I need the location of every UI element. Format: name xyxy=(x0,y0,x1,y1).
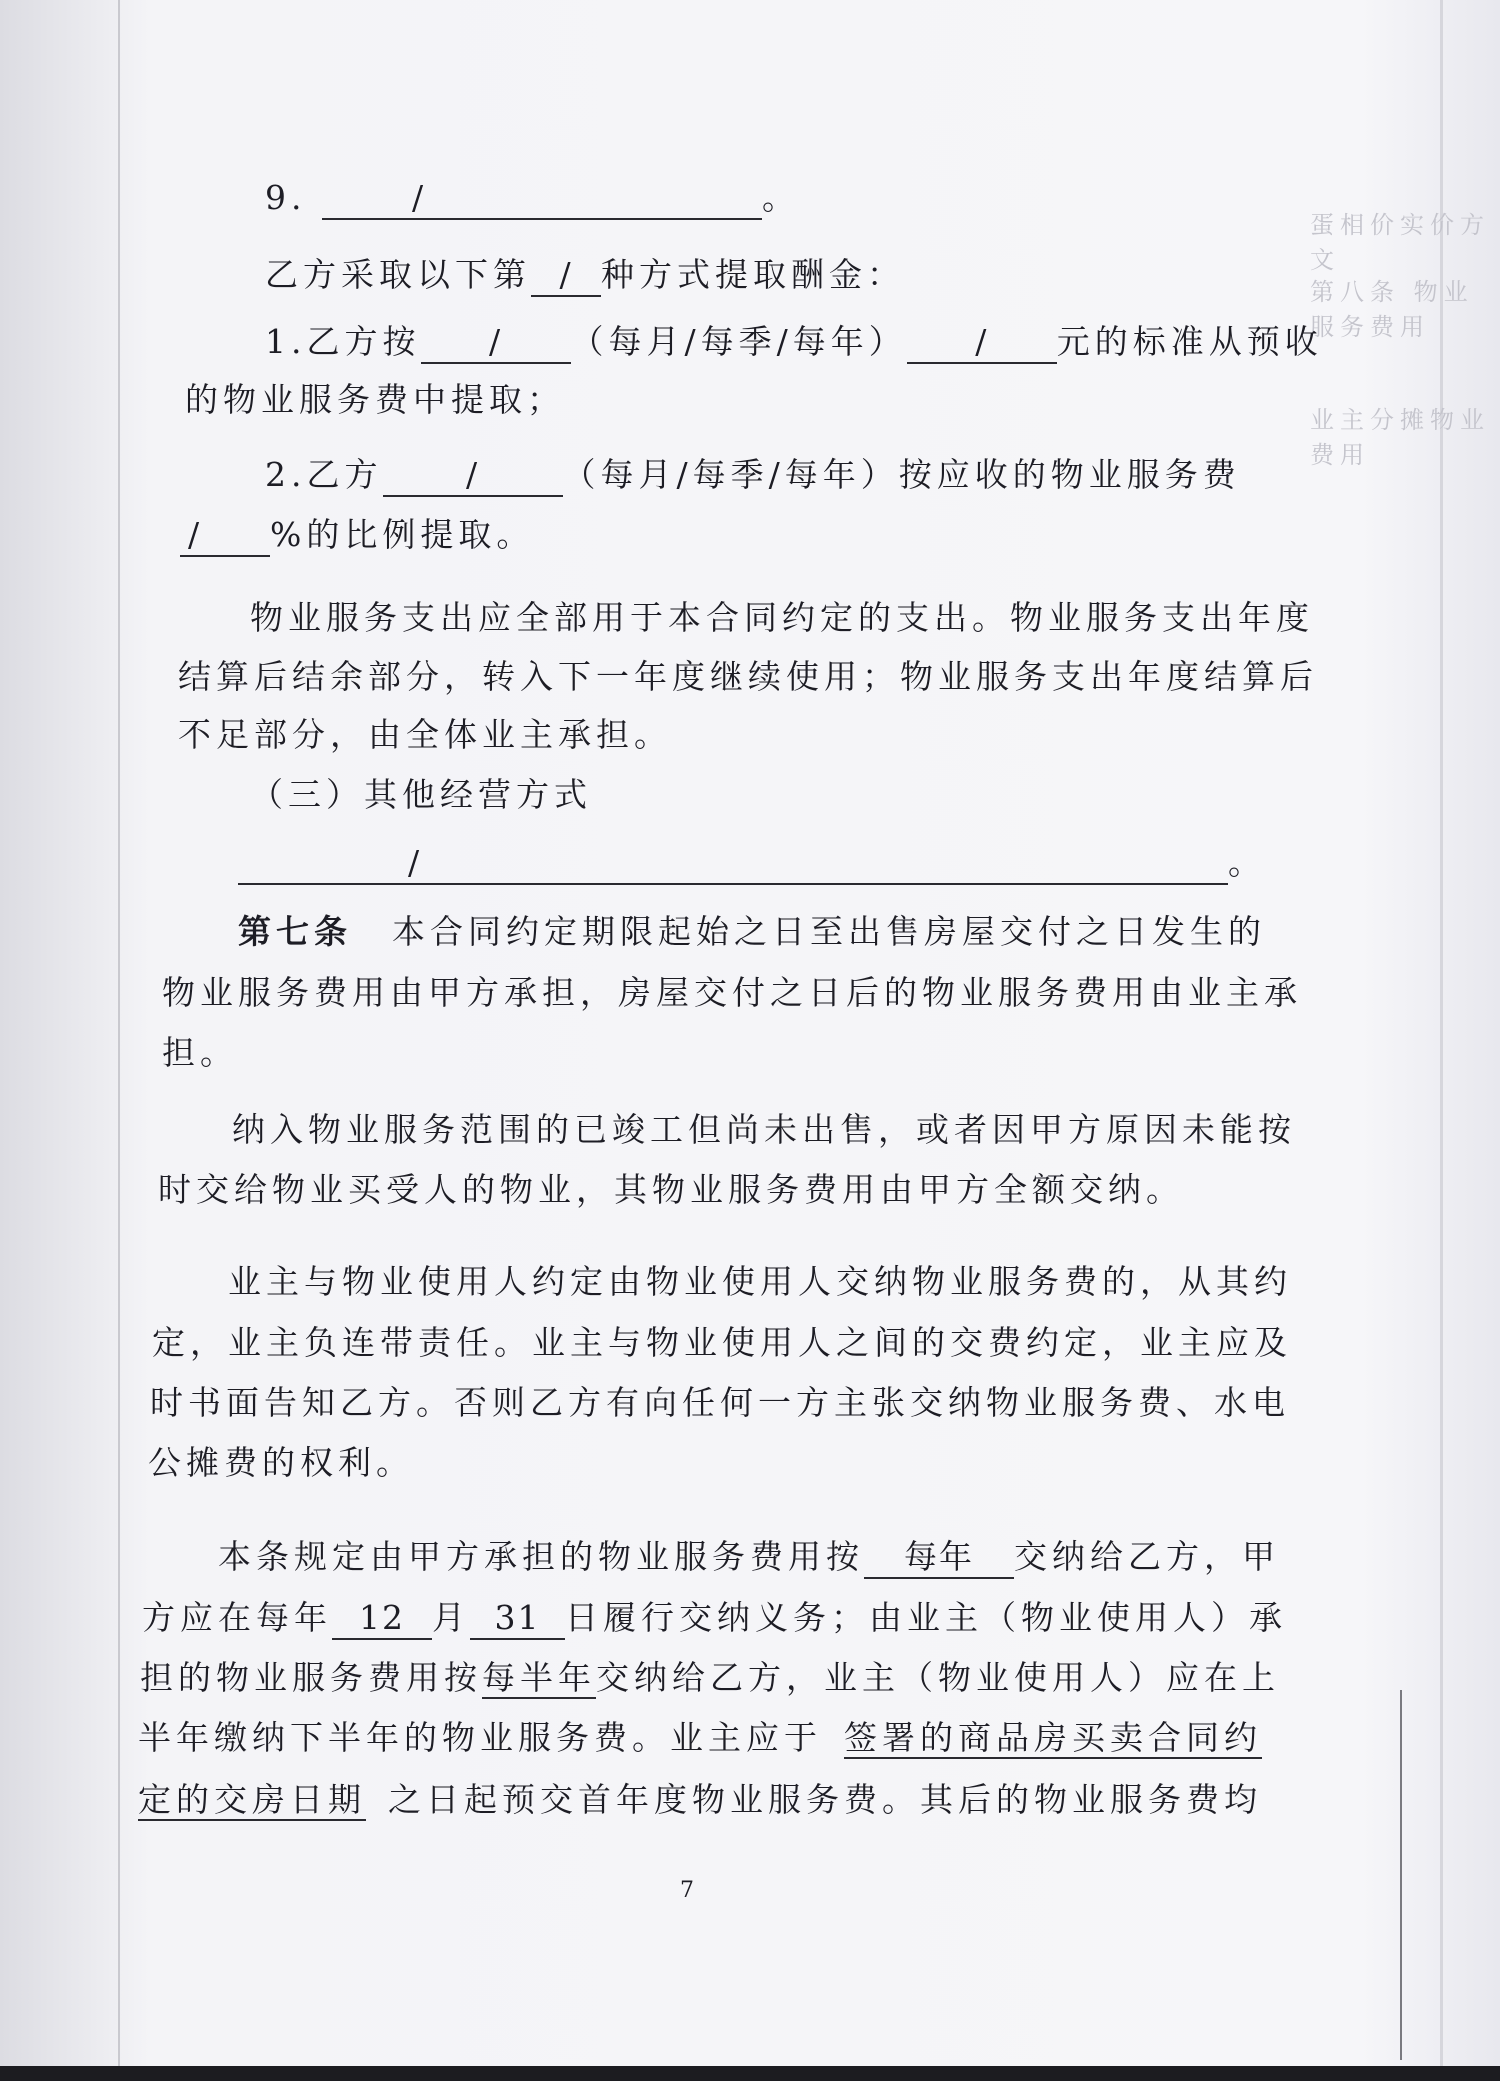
owner-payment-frequency: 每半年 xyxy=(482,1658,596,1697)
article-7-p3-line-3: 时书面告知乙方。否则乙方有向任何一方主张交纳物业服务费、水电 xyxy=(150,1383,1290,1422)
article-7-line-1: 第七条 本合同约定期限起始之日至出售房屋交付之日发生的 xyxy=(238,912,1266,951)
expense-line-1: 物业服务支出应全部用于本合同约定的支出。物业服务支出年度 xyxy=(250,598,1314,637)
commission-intro: 乙方采取以下第 / 种方式提取酬金： xyxy=(265,255,905,297)
expense-line-3: 不足部分，由全体业主承担。 xyxy=(178,715,672,754)
commission-option-1-cont: 的物业服务费中提取； xyxy=(185,380,565,419)
article-7-p4-line-3: 担的物业服务费用按每半年交纳给乙方，业主（物业使用人）应在上 xyxy=(140,1658,1280,1697)
payment-month: 12 xyxy=(332,1598,432,1640)
article-7-p4-line-5: 定的交房日期 之日起预交首年度物业服务费。其后的物业服务费均 xyxy=(138,1780,1262,1819)
commission-option-1: 1.乙方按 / （每月/每季/每年） / 元的标准从预收 xyxy=(265,322,1323,364)
article-7-line-3: 担。 xyxy=(162,1033,238,1072)
article-7-p2-line-1: 纳入物业服务范围的已竣工但尚未出售，或者因甲方原因未能按 xyxy=(232,1110,1296,1149)
article-7-line-2: 物业服务费用由甲方承担，房屋交付之日后的物业服务费用由业主承 xyxy=(162,973,1302,1012)
bottom-scan-border xyxy=(0,2066,1500,2081)
other-methods-blank: / xyxy=(238,843,1228,885)
left-page-edge xyxy=(118,0,120,2081)
article-7-p4-line-4: 半年缴纳下半年的物业服务费。业主应于 签署的商品房买卖合同约 xyxy=(138,1718,1262,1757)
item-9-blank: / xyxy=(322,178,762,220)
article-label: 第七条 xyxy=(238,912,352,951)
article-7-p3-line-4: 公摊费的权利。 xyxy=(148,1443,414,1482)
item-9-line: 9. / 。 xyxy=(265,178,800,220)
right-binding-line xyxy=(1400,1690,1402,2060)
other-methods-blank-line: / 。 xyxy=(238,843,1266,885)
prepay-reference-part-2: 定的交房日期 xyxy=(138,1780,366,1819)
period-blank-2: / xyxy=(383,455,563,497)
item-number: 9. xyxy=(265,178,307,217)
period-blank: / xyxy=(421,322,571,364)
article-7-p3-line-1: 业主与物业使用人约定由物业使用人交纳物业服务费的，从其约 xyxy=(228,1262,1292,1301)
page-number: 7 xyxy=(680,1878,694,1903)
article-7-p4-line-1: 本条规定由甲方承担的物业服务费用按 每年 交纳给乙方，甲 xyxy=(218,1537,1280,1579)
expense-line-2: 结算后结余部分，转入下一年度继续使用；物业服务支出年度结算后 xyxy=(178,657,1318,696)
commission-option-2: 2.乙方 / （每月/每季/每年）按应收的物业服务费 xyxy=(265,455,1241,497)
bleed-through-text: 第八条 物业服务费用 xyxy=(1310,278,1474,341)
method-blank: / xyxy=(531,255,601,297)
article-7-p2-line-2: 时交给物业买受人的物业，其物业服务费用由甲方全额交纳。 xyxy=(158,1170,1184,1209)
amount-blank: / xyxy=(907,322,1057,364)
article-7-p3-line-2: 定，业主负连带责任。业主与物业使用人之间的交费约定，业主应及 xyxy=(152,1323,1292,1362)
bleed-through-text: 蛋相价实价方文 xyxy=(1310,211,1490,274)
article-7-p4-line-2: 方应在每年 12 月 31 日履行交纳义务；由业主（物业使用人）承 xyxy=(142,1598,1287,1640)
company-payment-frequency: 每年 xyxy=(864,1537,1014,1579)
percent-blank: / xyxy=(180,515,270,557)
bleed-through-text: 业主分摊物业费用 xyxy=(1310,406,1490,469)
other-methods-heading: （三）其他经营方式 xyxy=(250,775,592,814)
prepay-reference-part-1: 签署的商品房买卖合同约 xyxy=(844,1718,1262,1757)
commission-option-2-cont: / %的比例提取。 xyxy=(180,515,534,557)
payment-day: 31 xyxy=(470,1598,565,1640)
